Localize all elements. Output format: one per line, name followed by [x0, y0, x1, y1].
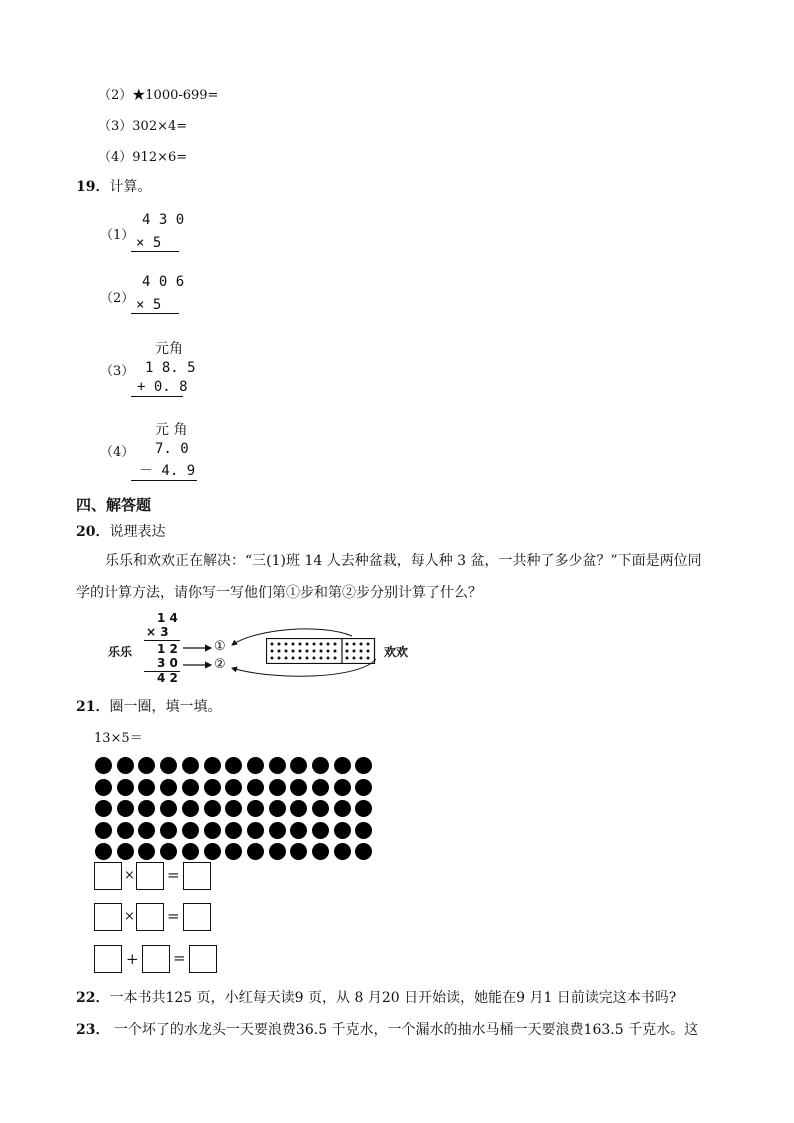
q21-dot [269, 822, 286, 839]
q21-dot [160, 800, 177, 817]
q19-p1-bottom: × 5 [136, 235, 162, 251]
q20-array-dot [306, 643, 309, 646]
q20-dot-array [266, 638, 376, 664]
q21-dot [312, 843, 329, 860]
q21-eq1-operator: × [124, 868, 135, 883]
q20-heading [76, 521, 165, 541]
q20-array-dot [271, 650, 274, 653]
q20-array-dot [327, 643, 330, 646]
q20-array-dot [353, 657, 356, 660]
q19-p3-rule [131, 396, 183, 397]
q19-p2-label: （2） [100, 291, 135, 306]
q21-dot [182, 757, 199, 774]
q21-eq2-box-1[interactable] [94, 903, 122, 931]
q18-part-4: （4）912×6= [98, 150, 188, 165]
q20-array-dot [367, 650, 370, 653]
q19-p2-bottom: × 5 [136, 297, 162, 313]
q21-eq1-box-3[interactable] [183, 862, 211, 890]
q21-dot [95, 757, 112, 774]
q20-array-dot [346, 650, 349, 653]
q21-dot [269, 779, 286, 796]
q21-dot [138, 843, 155, 860]
q21-dot [247, 779, 264, 796]
q19-p1-label: （1） [100, 228, 135, 243]
q21-dot [117, 822, 134, 839]
q20-array-dot [327, 657, 330, 660]
q21-dot [355, 757, 372, 774]
q20-result: 4 2 [157, 671, 178, 685]
q20-array-dot [285, 643, 288, 646]
q21-title: 圈一圈，填一填。 [109, 699, 222, 715]
q20-array-dot [271, 643, 274, 646]
q21-dot [204, 822, 221, 839]
q20-right-name: 欢欢 [384, 645, 409, 659]
q20-array-dot [353, 650, 356, 653]
q20-array-dot [367, 657, 370, 660]
q20-step-1: ① [214, 639, 226, 654]
q20-array-dot [334, 657, 337, 660]
q20-array-dot [271, 657, 274, 660]
q20-array-dot [360, 657, 363, 660]
q21-eq3-box-2[interactable] [142, 945, 170, 973]
q19-p1-top: 4 3 0 [142, 212, 185, 228]
q19-p4-rule [131, 480, 197, 481]
q20-array-dot [327, 650, 330, 653]
q20-array-dot [334, 643, 337, 646]
q21-dot [247, 800, 264, 817]
q21-dot [290, 822, 307, 839]
q21-dot [204, 779, 221, 796]
q21-dot [160, 757, 177, 774]
q21-eq3-box-1[interactable] [94, 945, 122, 973]
q21-dot [225, 757, 242, 774]
q21-dot [225, 800, 242, 817]
q21-dot [117, 800, 134, 817]
q21-dot [95, 822, 112, 839]
q19-p3-bottom: + 0. 8 [137, 379, 188, 395]
q21-expression: 13×5＝ [94, 731, 143, 746]
q21-eq2-operator: × [124, 909, 135, 924]
q21-dot [225, 843, 242, 860]
q19-title: 计算。 [109, 179, 152, 195]
q20-array-dot [346, 657, 349, 660]
q21-dot [334, 779, 351, 796]
q20-array-dot [306, 650, 309, 653]
q21-dot [355, 779, 372, 796]
q21-dot [355, 800, 372, 817]
q21-dot [138, 779, 155, 796]
q20-array-dot [306, 657, 309, 660]
q21-dot [204, 757, 221, 774]
q21-dot [95, 779, 112, 796]
q20-step-2: ② [214, 657, 226, 672]
q19-p3-unit: 元角 [155, 341, 183, 357]
q21-dot [312, 800, 329, 817]
q20-array-dot [320, 650, 323, 653]
q22-number: 22． [76, 990, 110, 1006]
q23-number: 23． [76, 1022, 110, 1038]
q20-rule-1 [144, 640, 180, 641]
q19-number: 19． [76, 179, 110, 195]
q21-eq3-box-3[interactable] [189, 945, 217, 973]
q20-array-dot [360, 650, 363, 653]
q21-dot [290, 779, 307, 796]
q20-array-dot [278, 650, 281, 653]
q21-dot [117, 757, 134, 774]
q20-array-dot [320, 643, 323, 646]
q19-p2-rule [131, 313, 179, 314]
q20-array-dot [360, 643, 363, 646]
q21-dot [182, 843, 199, 860]
q23-text: 一个坏了的水龙头一天要浪费36.5 千克水，一个漏水的抽水马桶一天要浪费163.5 千克水。这 [109, 1022, 699, 1038]
q20-partial-2: 3 0 [157, 656, 178, 670]
q20-array-dot [278, 643, 281, 646]
q21-dot [334, 843, 351, 860]
q21-dot [204, 843, 221, 860]
q21-dot [160, 779, 177, 796]
q21-dot [117, 843, 134, 860]
q20-mult-top: 1 4 [157, 611, 178, 625]
q21-eq3-operator: + [126, 950, 139, 968]
q22-line [76, 987, 676, 1007]
q20-array-dot [299, 657, 302, 660]
q20-array-dot [313, 650, 316, 653]
q21-eq2-box-3[interactable] [183, 903, 211, 931]
q21-eq1-box-2[interactable] [136, 862, 164, 890]
q21-dot [312, 757, 329, 774]
q19-p3-label: （3） [100, 364, 135, 379]
q22-text: 一本书共125 页，小红每天读9 页，从 8 月20 日开始读，她能在9 月1 日前读完这本书吗? [109, 990, 677, 1006]
q19-p2-top: 4 0 6 [142, 274, 185, 290]
q19-p4-bottom: － 4. 9 [139, 463, 196, 479]
q21-dot [138, 757, 155, 774]
q21-dot [269, 800, 286, 817]
q21-dot [138, 822, 155, 839]
q19-p4-unit: 元 角 [155, 422, 188, 438]
q21-dot [290, 843, 307, 860]
q21-dot [182, 800, 199, 817]
q21-dot [204, 800, 221, 817]
q20-array-dot [292, 643, 295, 646]
q20-array-dot [278, 657, 281, 660]
q21-dot [312, 779, 329, 796]
q20-array-dot [346, 643, 349, 646]
q20-array-dot [285, 650, 288, 653]
q21-eq2-equals: = [167, 907, 180, 925]
q19-p1-rule [131, 251, 179, 252]
q20-text-line2: 学的计算方法，请你写一写他们第①步和第②步分别计算了什么？ [76, 585, 482, 601]
q21-dot [312, 822, 329, 839]
q21-dot [247, 757, 264, 774]
q21-dot [117, 779, 134, 796]
q21-dot [334, 800, 351, 817]
q21-dot [160, 822, 177, 839]
q21-dot [334, 757, 351, 774]
q20-array-dot [292, 657, 295, 660]
q20-title: 说理表达 [109, 524, 166, 540]
q21-dot [269, 843, 286, 860]
q19-p3-top: 1 8. 5 [145, 360, 196, 376]
section-4-title: 四、解答题 [76, 496, 152, 514]
q18-part-2: （2）★1000-699= [98, 88, 219, 103]
q21-dot [355, 822, 372, 839]
q21-heading [76, 696, 221, 716]
q21-eq1-equals: = [167, 866, 180, 884]
q21-dot [247, 822, 264, 839]
q19-p4-label: （4） [100, 445, 135, 460]
q21-dot [247, 843, 264, 860]
q21-dot [95, 800, 112, 817]
q21-dot [334, 822, 351, 839]
q20-partial-1: 1 2 [157, 642, 178, 656]
q21-dot [160, 843, 177, 860]
q19-p4-top: 7. 0 [155, 441, 189, 457]
q20-array-dot [313, 657, 316, 660]
q20-array-dot [313, 643, 316, 646]
q21-dot [182, 822, 199, 839]
q23-line [76, 1019, 698, 1039]
q20-array-dot [285, 657, 288, 660]
q20-array-dot [320, 657, 323, 660]
q20-array-dot [353, 643, 356, 646]
q21-dot [290, 800, 307, 817]
q21-dot [269, 757, 286, 774]
q21-eq2-box-2[interactable] [136, 903, 164, 931]
q21-dot [225, 779, 242, 796]
q21-eq3-equals: = [173, 949, 186, 967]
q21-dot [290, 757, 307, 774]
q20-number: 20． [76, 524, 110, 540]
q21-dot [182, 779, 199, 796]
q20-array-dot [334, 650, 337, 653]
q20-mult-multiplier: × 3 [146, 625, 169, 639]
q21-eq1-box-1[interactable] [94, 862, 122, 890]
q18-part-3: （3）302×4= [98, 119, 188, 134]
q20-array-dot [367, 643, 370, 646]
q20-array-dot [299, 643, 302, 646]
q21-dot [225, 822, 242, 839]
q21-number: 21． [76, 699, 110, 715]
q20-left-name: 乐乐 [108, 645, 133, 659]
q20-array-dot [292, 650, 295, 653]
q21-dot [95, 843, 112, 860]
q20-text-line1: 乐乐和欢欢正在解决：“三(1)班 14 人去种盆栽，每人种 3 盆，一共种了多少盆？”下面是两位同 [105, 553, 702, 569]
q19-heading [76, 176, 151, 196]
q20-array-dot [299, 650, 302, 653]
q21-dot [138, 800, 155, 817]
q21-dot [355, 843, 372, 860]
